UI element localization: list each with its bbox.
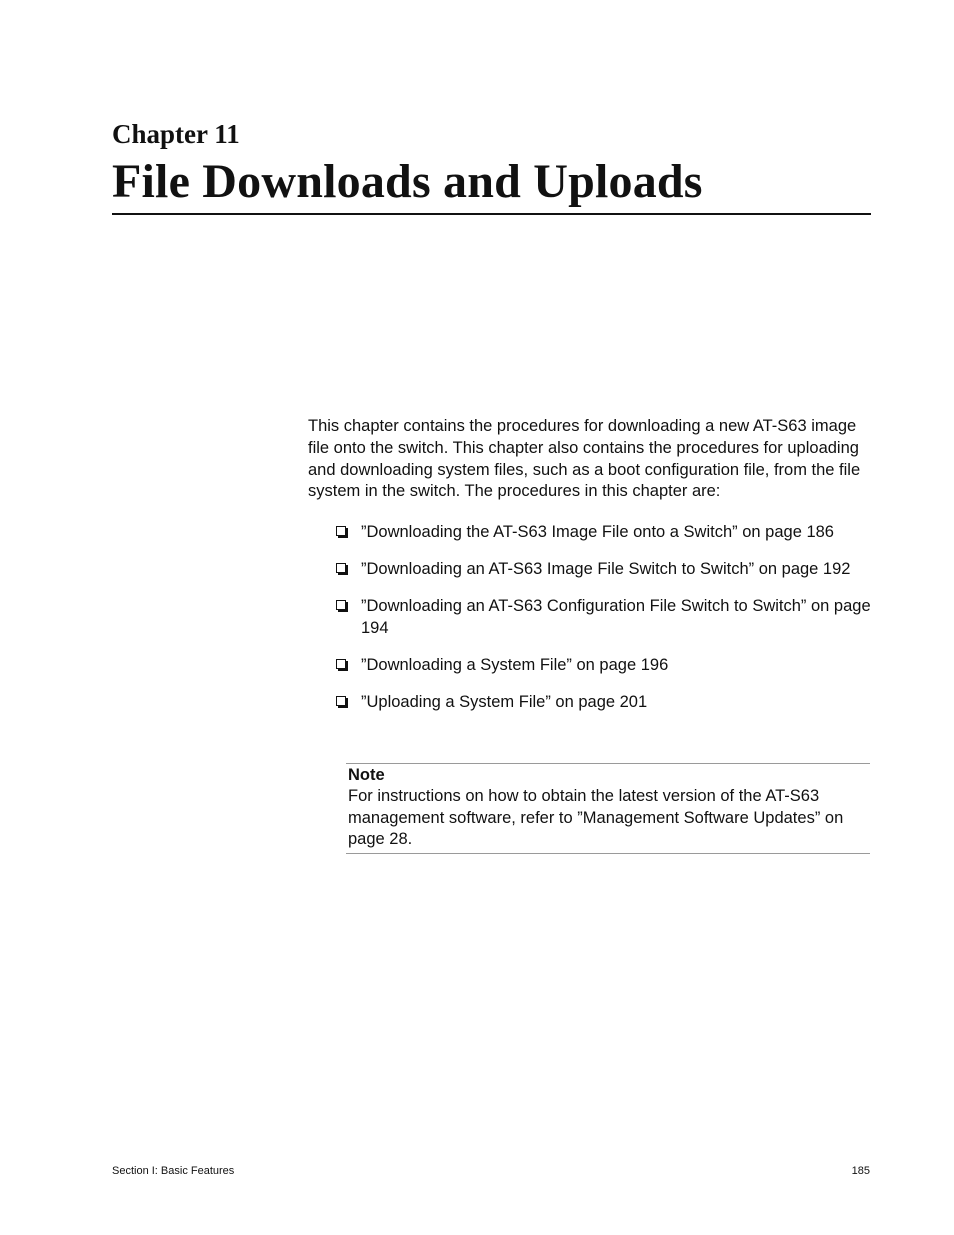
- list-item: [336, 595, 876, 639]
- checkbox-bullet-icon: [336, 563, 346, 573]
- list-item: [336, 558, 876, 580]
- list-item: [336, 691, 876, 713]
- checkbox-bullet-icon: [336, 526, 346, 536]
- title-divider: [112, 213, 871, 215]
- note-heading: Note: [348, 766, 385, 784]
- note-box: [346, 763, 870, 854]
- procedure-link[interactable]: ”Downloading a System File” on page 196: [361, 656, 669, 674]
- list-item: [336, 521, 876, 543]
- procedure-link[interactable]: ”Downloading the AT-S63 Image File onto a Switch” on page 186: [361, 523, 834, 541]
- footer-page-number: 185: [851, 1165, 870, 1177]
- procedure-link[interactable]: ”Downloading an AT-S63 Configuration File Switch to Switch” on page 194: [361, 597, 871, 637]
- procedure-list: [336, 521, 876, 728]
- checkbox-bullet-icon: [336, 600, 346, 610]
- note-body: For instructions on how to obtain the latest version of the AT-S63 management software, refer to ”Management Software Updates” on page 28.: [348, 787, 844, 848]
- page-title: File Downloads and Uploads: [112, 155, 703, 208]
- chapter-label: Chapter 11: [112, 119, 240, 149]
- procedure-link[interactable]: ”Downloading an AT-S63 Image File Switch to Switch” on page 192: [361, 560, 851, 578]
- checkbox-bullet-icon: [336, 696, 346, 706]
- footer-section: Section I: Basic Features: [112, 1165, 235, 1177]
- intro-paragraph: This chapter contains the procedures for downloading a new AT-S63 image file onto the switch. This chapter also contains the procedures for uploading and downloading system files, such as a boot configuration file, from the file system in the switch. The procedures in this chapter are:: [308, 417, 861, 501]
- checkbox-bullet-icon: [336, 659, 346, 669]
- procedure-link[interactable]: ”Uploading a System File” on page 201: [361, 693, 648, 711]
- list-item: [336, 654, 876, 676]
